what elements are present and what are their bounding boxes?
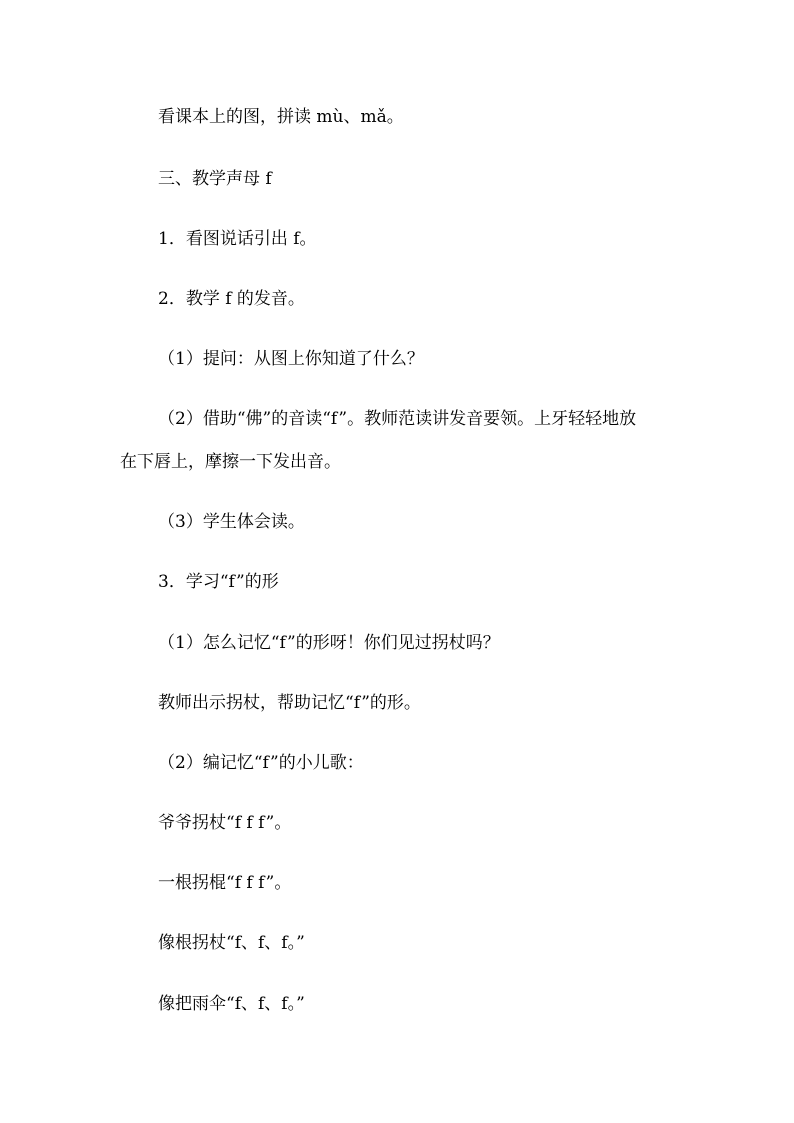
sub-step-question: （1）提问：从图上你知道了什么？ (158, 349, 424, 369)
sub-step-pronunciation-line2: 在下唇上，摩擦一下发出音。 (120, 452, 341, 472)
paragraph-read-mu-ma: 看课本上的图，拼读 mù、mǎ。 (158, 107, 404, 127)
sub-step-pronunciation-line1: （2）借助“佛”的音读“f”。教师范读讲发音要领。上牙轻轻地放 (158, 409, 637, 429)
sub-step-memory-question: （1）怎么记忆“f”的形呀！你们见过拐杖吗？ (158, 633, 500, 653)
section-heading-teach-f: 三、教学声母 f (158, 169, 272, 189)
step-1-picture-talk: 1．看图说话引出 f。 (158, 229, 317, 249)
rhyme-line-3: 像根拐杖“f、f、f。” (158, 933, 305, 953)
step-3-shape: 3．学习“f”的形 (158, 572, 279, 592)
teacher-shows-cane: 教师出示拐杖，帮助记忆“f”的形。 (158, 693, 421, 713)
sub-step-student-read: （3）学生体会读。 (158, 512, 305, 532)
step-2-pronunciation: 2．教学 f 的发音。 (158, 289, 305, 309)
rhyme-line-1: 爷爷拐杖“f f f”。 (158, 813, 292, 833)
rhyme-line-4: 像把雨伞“f、f、f。” (158, 994, 305, 1014)
rhyme-line-2: 一根拐棍“f f f”。 (158, 873, 292, 893)
sub-step-rhyme-heading: （2）编记忆“f”的小儿歌： (158, 753, 364, 773)
